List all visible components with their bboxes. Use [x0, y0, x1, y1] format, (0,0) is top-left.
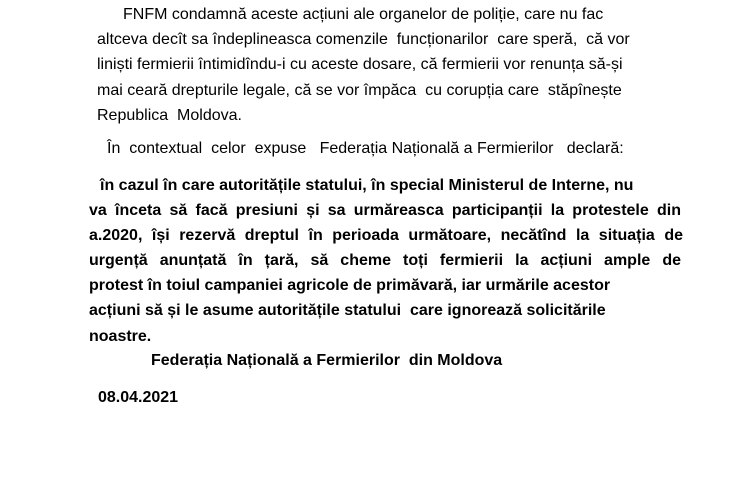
declaration-line-2: va înceta să facă presiuni și sa urmăreasca participanții la protestele din — [89, 202, 681, 219]
signature: Federația Națională a Fermierilor din Moldova — [151, 352, 503, 369]
declaration-line-1: în cazul în care autoritățile statului, în special Ministerul de Interne, nu — [100, 177, 634, 194]
paragraph1-line-4: mai ceară drepturile legale, că se vor împăca cu corupția care stăpînește — [97, 82, 622, 99]
declaration-line-7: noastre. — [89, 328, 152, 345]
declaration-line-3: a.2020, își rezervă dreptul în perioada următoare, necătînd la situația de — [89, 227, 683, 244]
paragraph1-line-5: Republica Moldova. — [97, 107, 242, 124]
declaration-line-6: acțiuni să și le asume autoritățile statului care ignorează solicitările — [89, 302, 606, 319]
paragraph1-line-3: liniști fermierii întimidîndu-i cu aceste dosare, că fermierii vor renunța să-și — [97, 56, 623, 73]
paragraph2: În contextual celor expuse Federația Națională a Fermierilor declară: — [107, 140, 624, 157]
paragraph1-line-2: altceva decît sa îndeplineasca comenzile funcționarilor care speră, că vor — [97, 31, 630, 48]
paragraph1-line-1: FNFM condamnă aceste acțiuni ale organelor de poliție, care nu fac — [123, 6, 604, 23]
declaration-line-4: urgență anunțată în țară, să cheme toți fermierii la acțiuni ample de — [89, 252, 681, 269]
date: 08.04.2021 — [98, 389, 179, 406]
declaration-line-5: protest în toiul campaniei agricole de primăvară, iar urmările acestor — [89, 277, 611, 294]
